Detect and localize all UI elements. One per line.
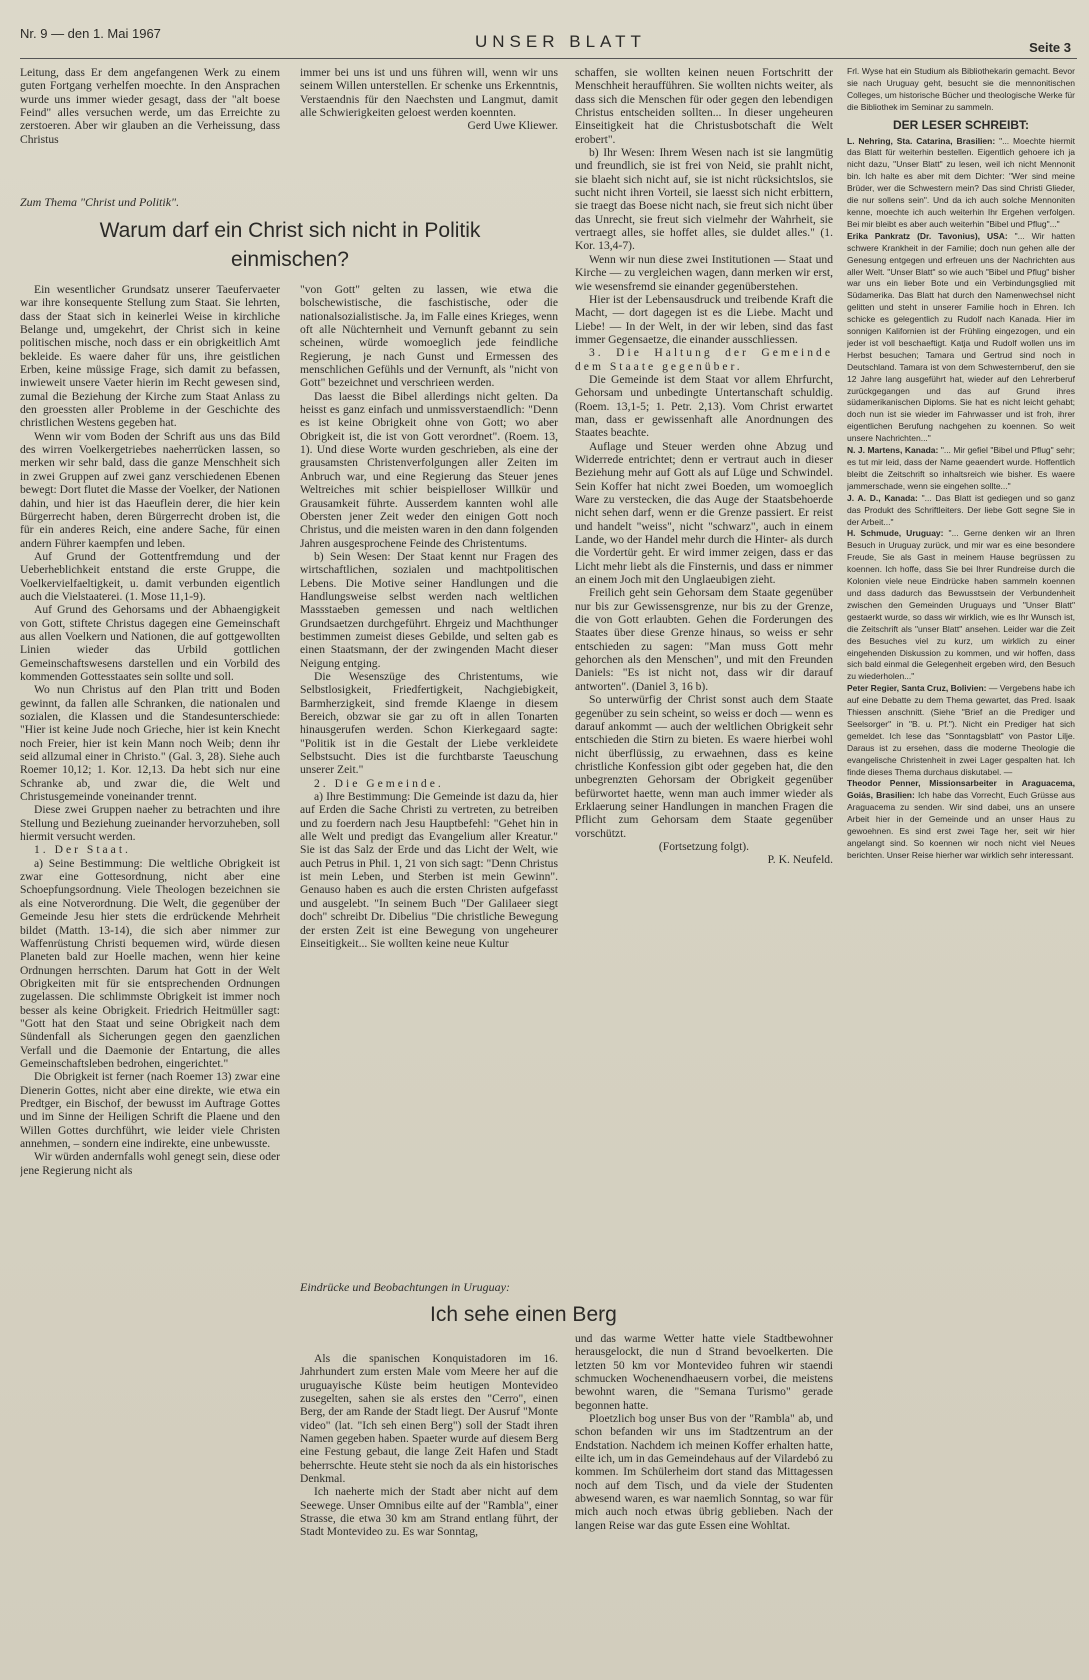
paragraph: So unterwürfig der Christ sonst auch dem Staate gegenüber zu sein scheint, so weiss er doch — wenn es darauf ankommt — auch der weltlichen Obrigkeit sehr entschieden die Stirn zu bieten. Es waere hierbei wohl nicht überflüssig, zu erwaehnen, dass es keine christliche Konfession gibt oder gegeben hat, die den unbegrenzten Gehorsam der Obrigkeit gegenüber befürwortet haette, wenn man auch immer wieder als Erklaerung seiner Handlungen in manchen Fragen die Pflicht zum Gehorsam dem Staate gegenüber vorschützt. (575, 693, 833, 840)
letter-author: Peter Regier, Santa Cruz, Bolivien: (847, 683, 987, 694)
paragraph: Freilich geht sein Gehorsam dem Staate gegenüber nur bis zur Gewissensgrenze, nur bis zu der Grenze, die von Gott erlaubten. Gehen die Forderungen des Staates über diese Grenze hinaus, so weiss er sehr entschieden zu sagen: "Man muss Gott mehr gehorchen als den Menschen", und mit den Freunden Daniels: "Es ist nicht not, dass wir dir darauf antworten". (Daniel 3, 16 b). (575, 586, 833, 693)
letter-text: "... Mir gefiel "Bibel und Pflug" sehr; es tut mir leid, dass der Name geaendert wurde. Hoffentlich bleibt die Zeitschrift so inhaltsreich wie bisher. Es waere jammerschade, wenn sie eingehen sollte..." (847, 445, 1075, 491)
paragraph: Leitung, dass Er dem angefangenen Werk zu einem guten Fortgang verhelfen moechte. In den Ansprachen wurde uns immer wieder gesagt, dass der "alt boese Feind" alles versuchen werde, um das Erreichte zu zerstoeren. Aber wir glauben an die Verheissung, dass Christus (20, 66, 280, 146)
article2-col2 (575, 1332, 833, 1642)
paragraph: immer bei uns ist und uns führen will, wenn wir uns seinem Willen unterstellen. Er schenke uns Erkenntnis, Verstaendnis für den Naechsten und Langmut, damit alle Schwierigkeiten geloest werden koennten. (300, 66, 558, 120)
paragraph: Die Wesenszüge des Christentums, wie Selbstlosigkeit, Friedfertigkeit, Nachgiebigkeit, Barmherzigkeit, sind fremde Klaenge in diesem Bereich, obzwar sie gar zu oft in allen Tonarten hinausgerufen werden. Schon Kierkegaard sagte: "Politik ist in die Gestalt der Liebe verkleidete Selbstsucht. Dies ist die furchtbarste Taeuschung unserer Zeit." (300, 669, 558, 777)
article2-col1 (300, 1352, 558, 1642)
letter-text: "... Wir hatten schwere Krankheit in der Familie; doch nun gehen alle der Genesung entgegen und erfreuen uns der Nachrichten aus aller Welt. "Unser Blatt" so wie auch "Bibel und Pflug" bisher war uns ein lieber Bote und ein Verbindungsglied mit Südamerika. Das Blatt hat durch den Namenwechsel nicht gelitten und steht in unserer Familie hoch in Ehren. Ich schicke es gelegentlich zu Rudolf nach Kanada. Hier im sonnigen Kalifornien ist der Frühling eingezogen, und ein jeder ist voll beschaeftigt. Katja und Rudolf wollen uns im Herbst besuchen; Tamara und Gertrud sind noch in Deutschland. Tamara ist von dem Schwesternberuf, den sie 12 Jahre lang ausgeführt hat, wieder auf den Lehrerberuf zurückgegangen und das auf Grund ihres südamerikanischen Diploms. Sie hat es nicht leicht gehabt; doch nun ist sie wieder im Fahrwasser und ist froh, ihrer eigentlichen Berufung nachgehen zu koennen. So weit unsere Nachrichten..." (847, 230, 1075, 444)
page-header (20, 26, 1077, 56)
article2-headline: Ich sehe einen Berg (430, 1303, 617, 1326)
paragraph: Als die spanischen Konquistadoren im 16. Jahrhundert zum ersten Male vom Meere her auf die uruguayische Küste beim heutigen Montevideo zusegelten, sahen sie als erstes den "Cerro", einen Berg, der am Rande der Stadt liegt. Der Ausruf "Monte video" (lat. "Ich seh einen Berg") soll der Stadt ihren Namen gegeben haben. Spaeter wurde auf diesem Berg eine Festung gebaut, die lange Zeit Hafen und Stadt beherrschte. Heute steht sie noch da als ein historisches Denkmal. (300, 1352, 558, 1486)
prev-article-col1 (20, 66, 280, 166)
letter-text: "... Das Blatt ist gediegen und so ganz das Produkt des Schriftleiters. Der liebe Gott segne Sie in der Arbeit..." (847, 492, 1075, 527)
paragraph: Auf Grund der Gottentfremdung und der Ueberheblichkeit entstand die erste Gruppe, die Voelkervielfaeltigkeit, u. damit verbunden eigentlich auch die Vielstaaterei. (1. Mose 11,1-9). (20, 549, 280, 603)
article-headline: Warum darf ein Christ sich nicht in Politik einmischen? (99, 219, 481, 271)
paragraph: Die Gemeinde ist dem Staat vor allem Ehrfurcht, Gehorsam und unbedingte Untertanschaft schuldig. (Roem. 13,1-5; 1. Petr. 2,13). Vom Christ erwartet man, dass er gewissenhaft alle Anordnungen des Staates beachte. (575, 372, 833, 440)
prev-article-col2 (300, 66, 558, 176)
paragraph: und das warme Wetter hatte viele Stadtbewohner herausgelockt, die nun d Strand bevoelkerten. Die letzten 50 km vor Montevideo fuhren wir staendi schmucken Wochenendhaeusern vorbei, die meistens bewohnt waren, die "Semana Turismo" gerade begonnen hatte. (575, 1332, 833, 1412)
paragraph: b) Sein Wesen: Der Staat kennt nur Fragen des wirtschaftlichen, sozialen und machtpolitischen Lebens. Die Motive seiner Handlungen und die Handlungsweise selbst werden nach weltlichen Massstaeben gemessen und nach weltlichen Grundsaetzen durchgeführt. Ehrgeiz und Machthunger bestimmen zumeist dieses Gebilde, und selten gab es einen Staatsmann, der der zwingenden Macht dieser Neigung entging. (300, 549, 558, 670)
letter-author: Erika Pankratz (Dr. Tavonius), USA: (847, 230, 1008, 241)
paragraph: Auf Grund des Gehorsams und der Abhaengigkeit von Gott, stiftete Christus dagegen eine Gemeinschaft aus allen Voelkern und Nationen, die auf gottgewollten Linien wieder das Urbild gottlichen Gemeinschaftswesens darstellen und ein Vorbild des kommenden Gottesstaates sein sollte und soll. (20, 603, 280, 683)
page-number: Seite 3 (1029, 40, 1071, 55)
letter-author: N. J. Martens, Kanada: (847, 445, 939, 456)
letter-author: L. Nehring, Sta. Catarina, Brasilien: (847, 135, 996, 146)
letter (847, 136, 1075, 231)
paragraph: Wo nun Christus auf den Plan tritt und Boden gewinnt, da fallen alle Schranken, die nationalen und sozialen, die Klassen und die Standesunterschiede: "Hier ist keine Jude noch Grieche, hier ist kein Knecht noch Freier, hier ist kein Mann noch Weib; denn ihr seid allzumal einer in Christo." (Gal. 3, 28). Siehe auch Roemer 10,12; 1. Kor. 12,13. Da hebt sich nur eine Schranke ab, und zwar die, die Welt und Christusgemeinde voneinander trennt. (20, 683, 280, 804)
paragraph: Diese zwei Gruppen naeher zu betrachten und ihre Stellung und Beziehung zueinander hervorzuheben, soll hiermit versucht werden. (20, 803, 280, 844)
letter (847, 683, 1075, 778)
letters-section-title: DER LESER SCHREIBT: (892, 117, 1029, 132)
article-col2 (300, 283, 558, 1283)
continuation-note: (Fortsetzung folgt). (658, 839, 750, 853)
letter-text: "... Moechte hiermit das Blatt für weiterhin bestellen. Eigentlich gehoere ich ja nicht dazu, "Unser Blatt" zu lesen, weil ich nicht Mennonit bin. Ich halte es aber mit dem Dichter: "Wer sind meine Brüder, wer die Schwestern mein? Das sind Christi Glieder, die nur sollens sein". Und da ich auch solche Mennoniten kenne, moechte ich auch weiterhin Ihr Ergehen verfolgen. Bei mir bleibt es aber auch weiterhin "Bibel und Pflug"..." (847, 135, 1075, 229)
article-col1 (20, 283, 280, 1643)
paragraph: Die Obrigkeit ist ferner (nach Roemer 13) zwar eine Dienerin Gottes, nicht aber eine direkte, wie etwa ein Predtger, ein Bischof, der bewusst im Auftrage Gottes und im Sinne der Heiligen Schrift die Plaene und den Willen Gottes durchführt, wie leider viele Christen annehmen, – sondern eine indirekte, eine unbewusste. (20, 1070, 280, 1150)
paragraph: Das laesst die Bibel allerdings nicht gelten. Da heisst es ganz einfach und unmissverstaendlich: "Denn es ist keine Obrigkeit ohne von Gott; wo aber Obrigkeit ist, die ist von Gott verordnet". (Roem. 13, 1). Und diese Worte wurden geschrieben, als eine der grausamsten Christenverfolgungen aller Zeiten im Anbruch war, und eine Regierung das Steuer jenes Weltreiches mit schier beispielloser Willkür und Grausamkeit führte. Ausserdem kannten wohl alle Obersten jener Zeit weder den einigen Gott noch Christus, und die meisten waren in den dann folgenden Jahren ausgesprochene Feinde des Christentums. (300, 389, 558, 550)
paragraph: Ploetzlich bog unser Bus von der "Rambla" ab, und schon befanden wir uns im Stadtzentrum an der Endstation. Nachdem ich meinen Koffer erhalten hatte, eilte ich, um in das Gemeindehaus auf der Vilardebó zu kommen. Im Schülerheim dort stand das Mittagessen noch auf dem Tisch, und da viele der Studenten abwesend waren, es war naemlich Sonntag, so war für mich auch noch etwas übrig geblieben. Nach der langen Reise war das gute Essen eine Wohltat. (575, 1412, 833, 1532)
masthead-title: UNSER BLATT (475, 32, 646, 51)
section-heading: 3. Die Haltung der Gemeinde dem Staate gegenüber. (575, 346, 833, 373)
article-kicker: Zum Thema "Christ und Politik". (20, 195, 180, 209)
letter (847, 493, 1075, 529)
paragraph: Ein wesentlicher Grundsatz unserer Taeufervaeter war ihre konsequente Stellung zum Staat. Sie lehrten, dass der Staat sich in keinerlei Weise in kirchliche Belange und, umgekehrt, der Christ sich in keine politischen mische, noch dass er ein obrigkeitlich Amt bekleide. Es waere daher für uns, ihre geistlichen Erben, keine müssige Frage, sich damit zu befassen, inwieweit unsere Vaeter hierin im Recht gewesen sind, zumal die Beziehung der Kirche zum Staat Anlass zu den groessten aller Probleme in der Geschichte des christlichen Westens gegeben hat. (20, 283, 280, 430)
letter (847, 445, 1075, 493)
paragraph: Wenn wir nun diese zwei Institutionen — Staat und Kirche — zu vergleichen wagen, dann merken wir erst, wie wesensfremd sie einander gegenüberstehen. (575, 252, 833, 293)
letter (847, 778, 1075, 861)
author: P. K. Neufeld. (767, 853, 833, 867)
paragraph: schaffen, sie wollten keinen neuen Fortschritt der Menschheit heraufführen. Sie wollten nichts weiter, als dass sich die Menschen für oder gegen den lebendigen Christus entscheiden sollten... In dieser ungeheuren Einseitigkeit hat die Christusbotschaft die Welt erobert". (575, 66, 833, 146)
letter-author: Theodor Penner, Missionsarbeiter in Araguacema, Goiás, Brasilien: (847, 778, 1075, 801)
issue-date: Nr. 9 — den 1. Mai 1967 (20, 26, 161, 41)
article2-kicker: Eindrücke und Beobachtungen in Uruguay: (300, 1280, 510, 1294)
header-rule (20, 58, 1077, 59)
section-heading: 2. Die Gemeinde. (314, 776, 444, 790)
paragraph: Ich naeherte mich der Stadt aber nicht auf dem Seewege. Unser Omnibus eilte auf der "Rambla", einer Strasse, die etwa 30 km am Strand entlang führt, der Stadt Montevideo zu. Es war Sonntag, (300, 1485, 558, 1539)
paragraph: b) Ihr Wesen: Ihrem Wesen nach ist sie langmütig und freundlich, sie ist frei von Neid, sie prahlt nicht, sie blaeht sich nicht auf, sie ist nicht rücksichtslos, sie sucht nicht ihren Vorteil, sie laesst sich nicht erbittern, sie traegt das Boese nicht nach, sie freut sich nicht über das Unrecht, sie freut sich vielmehr der Wahrheit, sie vertraegt alles, sie hoffet alles, sie duldet alles." (1. Kor. 13,4-7). (575, 146, 833, 253)
paragraph: Hier ist der Lebensausdruck und treibende Kraft die Macht, — dort dagegen ist es die Liebe. Macht und Liebe! — In der Welt, in der wir leben, sind das fast immer Gegensaetze, die einander ausschliessen. (575, 292, 833, 346)
author: Gerd Uwe Kliewer. (467, 119, 558, 133)
letter-author: H. Schmude, Uruguay: (847, 528, 944, 539)
letter-text: "... Gerne denken wir an Ihren Besuch in Uruguay zurück, und mir war es eine besondere Freude, Sie als Gast in meinem Hause begrüssen zu koennen. Ich hoffe, dass Sie bei Ihrer Rundreise durch die Kolonien viele neue Eindrücke haben sammeln koennen und dass dadurch das Bewusstsein der Verbundenheit zwischen den Gemeinden Uruguays und "Unser Blatt" gestaerkt wurde, so dass wir wirklich, wie es Ihr Wunsch ist, die Zeitschrift als "unser Blatt" ansehen. Leider war die Zeit des Besuches viel zu kurz, um wirklich zu einer eingehenden Diskussion zu kommen, und wir hoffen, dass sich bald einmal die Gelegenheit ergeben wird, den Besuch zu wiederholen..." (847, 528, 1075, 682)
sidebar-intro: Frl. Wyse hat ein Studium als Bibliothekarin gemacht. Bevor sie nach Uruguay geht, besucht sie die mennonitischen Colleges, um historische Bücher und theologische Werke für die Bibliothek im Seminar zu sammeln. (847, 66, 1075, 112)
section-heading: 1. Der Staat. (34, 843, 131, 857)
paragraph: a) Ihre Bestimmung: Die Gemeinde ist dazu da, hier auf Erden die Sache Christi zu vertreten, zu betreiben und zu foerdern nach Jesu Hauptbefehl: "Gehet hin in alle Welt und predigt das Evangelium aller Kreatur." Sie ist das Salz der Erde und das Licht der Welt, wie auch Petrus in Phil. 1, 21 von sich sagt: "Denn Christus ist mein Leben, und Sterben ist mein Gewinn". Genauso haben es auch die ersten Christen aufgefasst und ausgelebt. "In seinem Buch "Der Galilaeer siegt doch" schreibt Dr. Dibelius "Die christliche Bewegung der ersten Zeit ist eine Bewegung von ungeheurer Einseitigkeit... Sie wollten keine neue Kultur (300, 790, 558, 950)
paragraph: Auflage und Steuer werden ohne Abzug und Widerrede entrichtet; denn er vertraut auch in dieser Beziehung mehr auf Gott als auf Lüge und Schwindel. Sein Koffer hat nicht zwei Boeden, um womoeglich Ware zu verstecken, die das Auge der Staatsbehoerde nicht sehen darf, wenn er die Grenze passiert. Er reist und handelt "weiss", nicht "schwarz", auch in einem Lande, wo der Handel mehr durch die Hinter- als durch die Vordertür geht. Er wird immer zeigen, dass er das Licht mehr liebt als die Finsternis, und dass er nimmer an einem Joch mit den Unglaeubigen zieht. (575, 439, 833, 587)
paragraph: a) Seine Bestimmung: Die weltliche Obrigkeit ist zwar eine Gottesordnung, nicht aber eine Schoepfungsordnung. Viele Theologen bezeichnen sie als eine Notverordnung. Die Welt, die gegenüber der Gemeinde Jesu hier stets die erdrückende Mehrheit bildet (Matth. 13-14), die sich aber nimmer zur Waffenrüstung Christi bequemen wird, würde diesen Planeten bald zur Hoelle machen, wenn hier keine Ordnungen herrschten. Darum hat Gott in der Welt Obrigkeiten mit für sie entsprechenden Ordnungen zugelassen. Die schlimmste Obrigkeit ist immer noch besser als keine Obrigkeit. Friedrich Heitmüller sagt: "Gott hat den Staat und seine Obrigkeit nach dem Sündenfall als Sicherungen gegen den gaenzlichen Verfall und die Daemonie der Entartung, die alles Gemeinschaftsleben bedrohen, eingerichtet." (20, 856, 280, 1070)
letter (847, 231, 1075, 445)
letter (847, 528, 1075, 683)
sidebar-column (847, 66, 1075, 1636)
paragraph: Wir würden andernfalls wohl genegt sein, diese oder jene Regierung nicht als (20, 1150, 280, 1177)
letter-text: — Vergebens habe ich auf eine Debatte zu dem Thema gewartet, das Pred. Isaak Thiessen anschnitt. (Siehe "Brief an die Prediger und Seelsorger" in "B. u. Pf."). Nicht ein Prediger hat sich gemeldet. Ich lese das "Sonntagsblatt" von Pastor Lilje. Daraus ist zu ersehen, dass die moderne Theologie die evangelische Christenheit in zwei Lager gespalten hat. Ich finde dieses Thema durchaus diskutabel. — (847, 683, 1075, 777)
letter-author: J. A. D., Kanada: (847, 492, 918, 503)
letter-text: Ich habe das Vorrecht, Euch Grüsse aus Araguacema zu senden. Wir sind dabei, uns an unsere Arbeit hier in der Gemeinde und an unser Haus zu gewoehnen. Es sind erst zwei Tage her, seit wir hier angelangt sind. So koennen wir noch nicht viel Neues berichten. Unser Reise hierher war wirklich sehr interessant. (847, 790, 1075, 860)
paragraph: "von Gott" gelten zu lassen, wie etwa die bolschewistische, die faschistische, oder die nationalsozialistische. Ja, im Falle eines Krieges, wenn oft alle Nüchternheit und Vernunft gebannt zu sein scheinen, würde womoeglich jede feindliche Regierung, je nach Gunst und Ermessen des menschlichen Gefühls und der Vernunft, als "nicht von Gott" bezeichnet und verschrieen werden. (300, 283, 558, 390)
paragraph: Wenn wir vom Boden der Schrift aus uns das Bild des wirren Voelkergetriebes naeherrücken lassen, so merken wir sehr bald, dass die ganze Menschheit sich in zwei Gruppen auf zwei ganz verschiedenen Ebenen bewegt: Dort flutet die Masse der Voelker, der Nationen dahin, und hier ist das Haeuflein derer, die hier kein Bürgerrecht haben, deren Bürgerrecht droben ist, die für ein anderes Reich, eine andere Sache, für einen andern Führer kaempfen und leben. (20, 429, 280, 550)
